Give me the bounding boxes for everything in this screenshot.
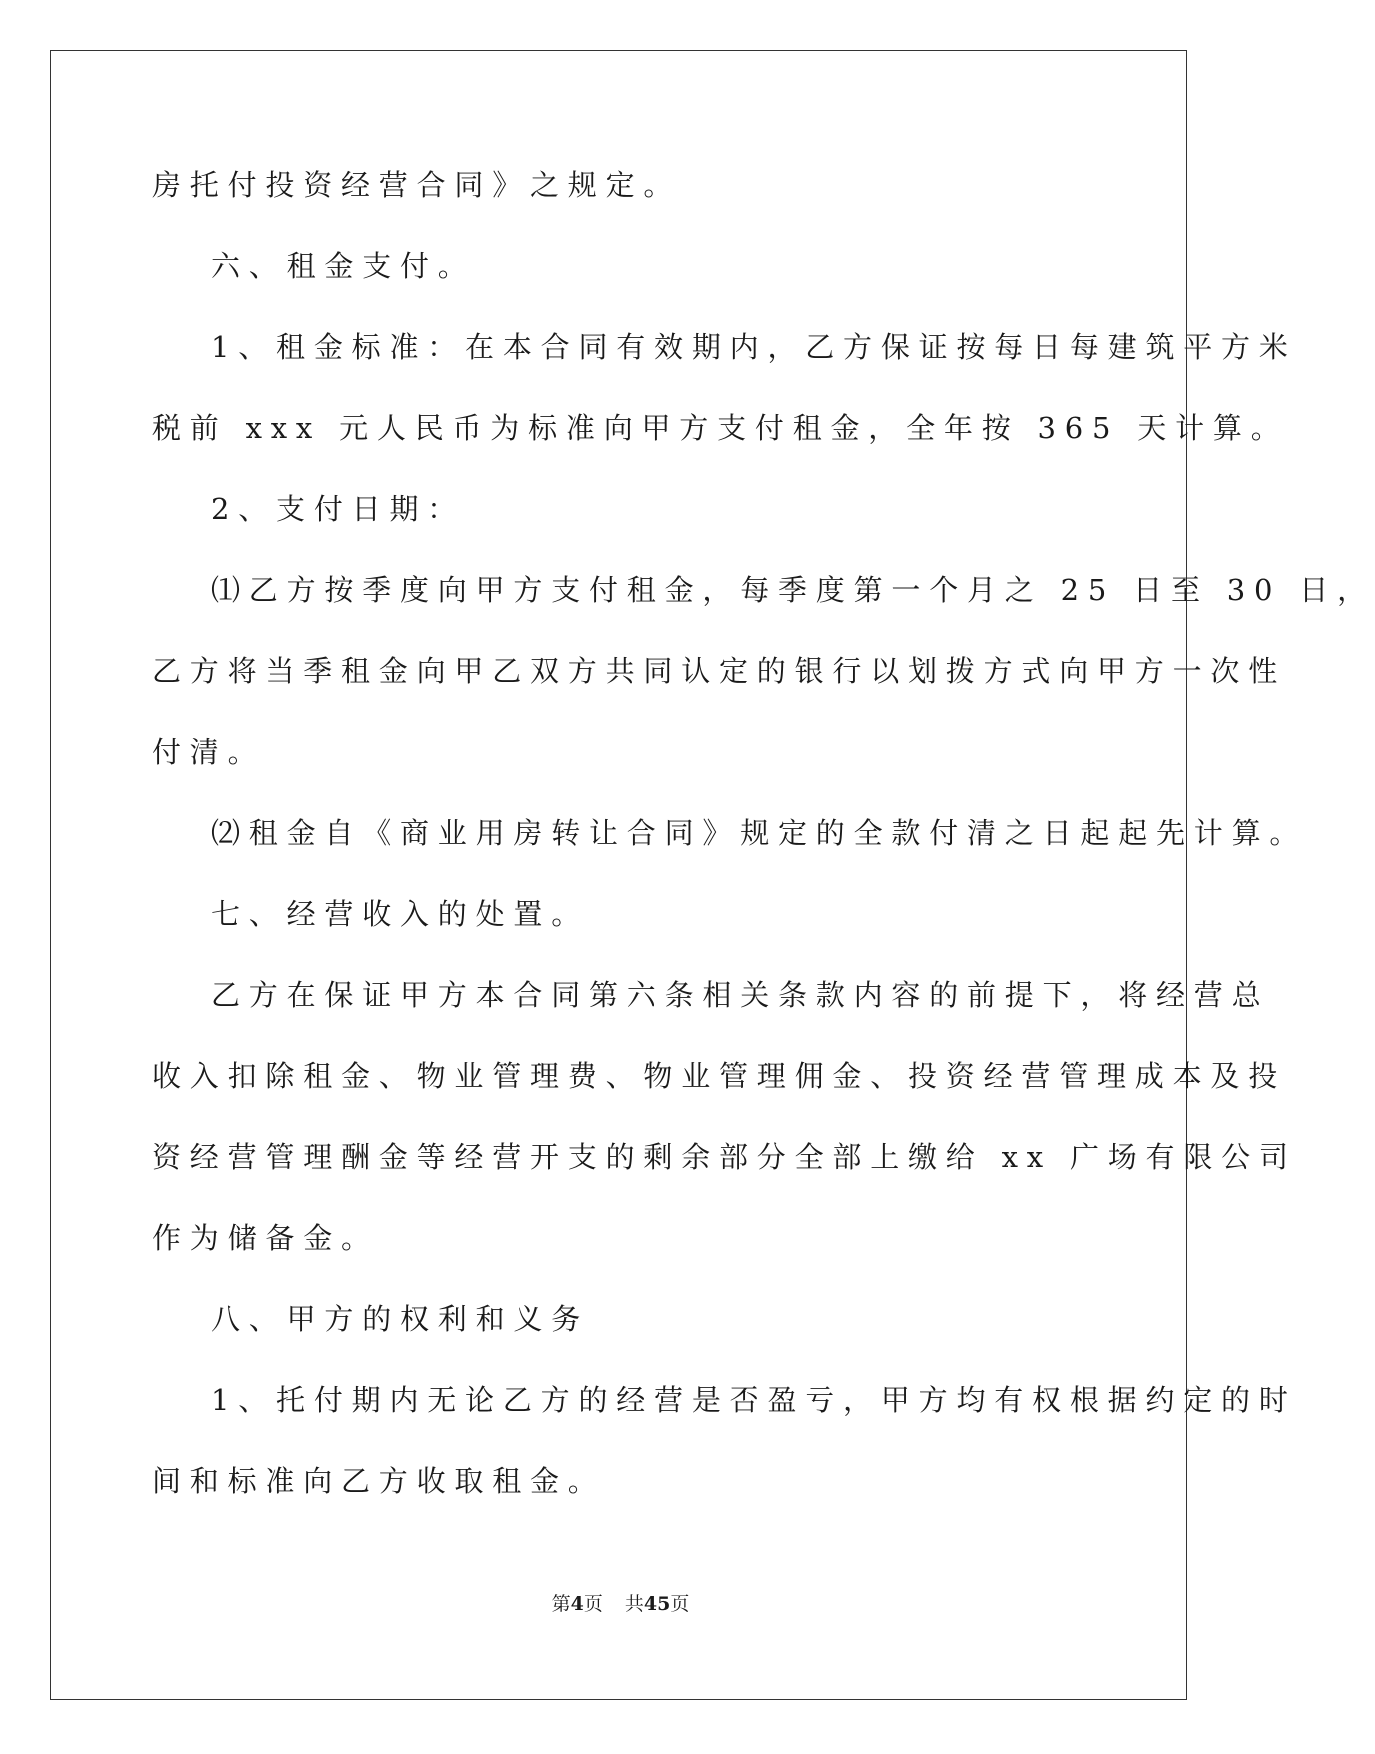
- text-line: 付清。: [152, 735, 266, 769]
- text-line: 税前 xxx 元人民币为标准向甲方支付租金，全年按 365 天计算。: [152, 411, 1289, 445]
- section-heading-rent-payment: 六、租金支付。: [211, 249, 476, 283]
- text-line: 作为储备金。: [152, 1221, 379, 1255]
- page-suffix: 页: [583, 1593, 603, 1615]
- section-heading-party-a-rights: 八、甲方的权利和义务: [211, 1302, 590, 1336]
- text-line: 2、支付日期：: [211, 492, 466, 526]
- text-line: ⑴乙方按季度向甲方支付租金，每季度第一个月之 25 日至 30 日，: [211, 573, 1375, 607]
- total-prefix: 共: [624, 1593, 644, 1615]
- page-border: [50, 50, 1187, 1700]
- page-number: 4: [570, 1593, 584, 1615]
- text-line: ⑵租金自《商业用房转让合同》规定的全款付清之日起起先计算。: [211, 816, 1308, 850]
- text-line: 乙方在保证甲方本合同第六条相关条款内容的前提下，将经营总: [211, 978, 1270, 1012]
- text-line: 收入扣除租金、物业管理费、物业管理佣金、投资经营管理成本及投: [152, 1059, 1287, 1093]
- text-line: 间和标准向乙方收取租金。: [152, 1464, 606, 1498]
- total-suffix: 页: [670, 1593, 690, 1615]
- total-pages: 45: [643, 1593, 671, 1615]
- page-footer: [0, 1592, 1241, 1616]
- text-line: 房托付投资经营合同》之规定。: [152, 168, 682, 202]
- text-line: 1、托付期内无论乙方的经营是否盈亏，甲方均有权根据约定的时: [211, 1383, 1297, 1417]
- section-heading-income: 七、经营收入的处置。: [211, 897, 590, 931]
- text-line: 1、租金标准：在本合同有效期内，乙方保证按每日每建筑平方米: [211, 330, 1297, 364]
- text-line: 乙方将当季租金向甲乙双方共同认定的银行以划拨方式向甲方一次性: [152, 654, 1287, 688]
- text-line: 资经营管理酬金等经营开支的剩余部分全部上缴给 xx 广场有限公司: [152, 1140, 1297, 1174]
- page-prefix: 第: [551, 1593, 571, 1615]
